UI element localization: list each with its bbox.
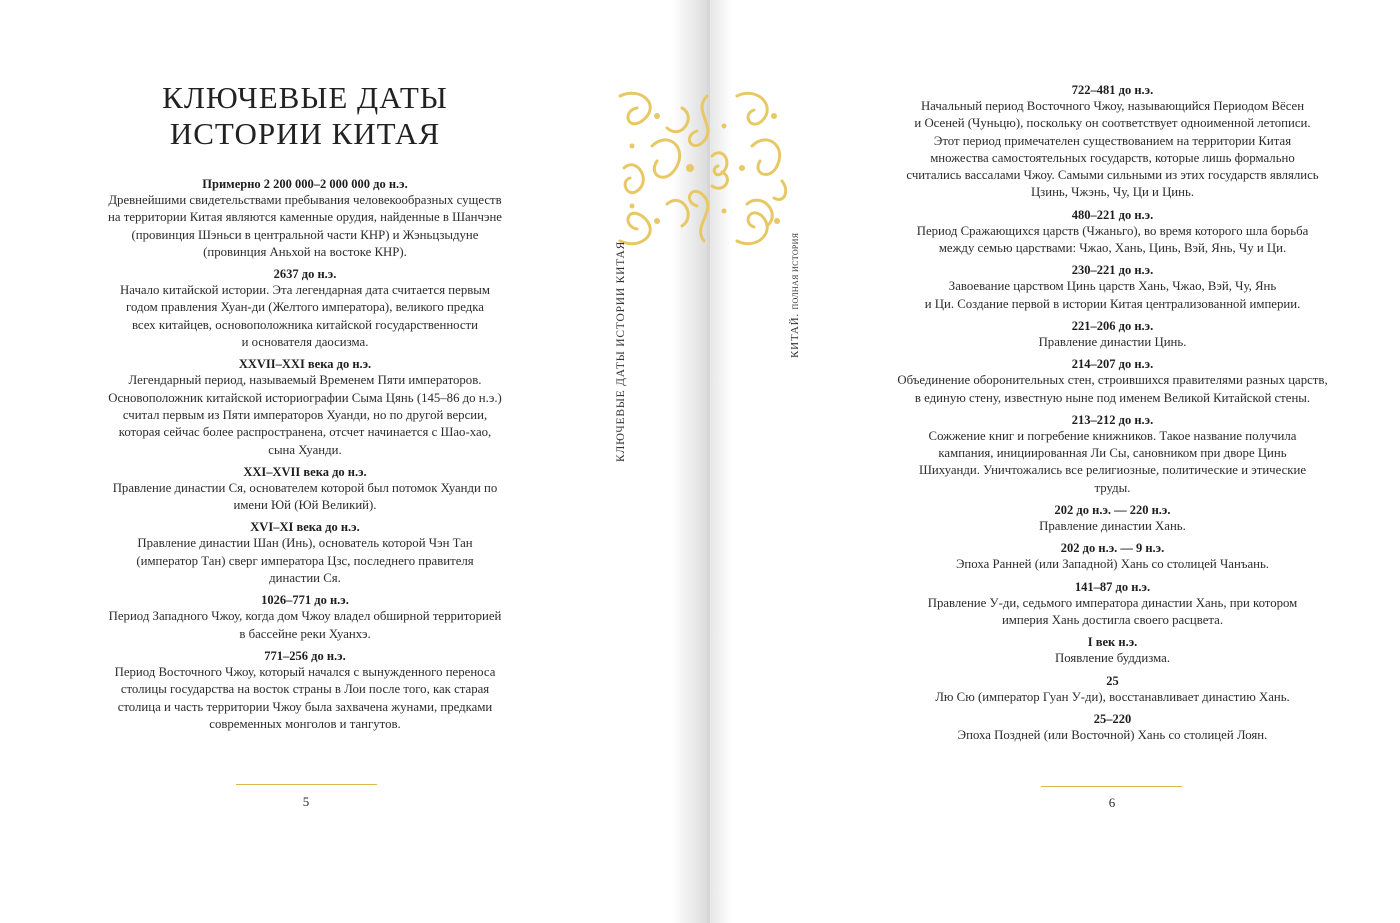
description-line: Легендарный период, называемый Временем Пяти императоров.: [128, 373, 482, 388]
entry-date: 1026–771 до н.э.: [261, 593, 349, 608]
timeline-entry: [860, 711, 1365, 744]
description-line: современных монголов и тангутов.: [209, 716, 401, 731]
timeline-entry: [60, 356, 550, 458]
entry-description: [60, 372, 550, 458]
description-line: (провинция Шэньси в центральной части КНР) и Жэньцзыдуне: [131, 227, 479, 242]
entry-date: 480–221 до н.э.: [1071, 207, 1154, 222]
timeline-entry: [860, 673, 1365, 706]
description-line: Период Западного Чжоу, когда дом Чжоу владел обширной территорией: [108, 609, 502, 624]
entry-date: 722–481 до н.э.: [1071, 83, 1154, 97]
page-title-line-1: КЛЮЧЕВЫЕ ДАТЫ: [162, 80, 448, 115]
entry-date: 771–256 до н.э.: [264, 648, 346, 663]
description-line: труды.: [1094, 480, 1131, 495]
description-line: Период Сражающихся царств (Чжаньго), во время которого шла борьба: [916, 223, 1309, 238]
description-line: Объединение оборонительных стен, строившихся правителями разных царств,: [897, 373, 1328, 388]
entry-description: [860, 727, 1365, 744]
description-line: годом правления Хуан-ди (Желтого императора), великого предка: [126, 300, 484, 315]
description-line: Правление династии Цинь.: [1038, 334, 1187, 349]
description-line: столица и часть территории Чжоу была захвачена жунами, предками: [117, 699, 493, 714]
entry-description: [860, 223, 1365, 258]
description-line: Завоевание царством Цинь царств Хань, Чжао, Вэй, Чу, Янь: [948, 279, 1277, 294]
description-line: всех китайцев, основоположника китайской государственности: [131, 317, 479, 332]
entry-description: [860, 98, 1365, 202]
description-line: столицы государства на восток страны в Лои после того, как старая: [120, 682, 490, 697]
description-line: Правление У-ди, седьмого императора династии Хань, при котором: [927, 595, 1298, 610]
description-line: имени Юй (Юй Великий).: [233, 498, 377, 513]
entry-date: 141–87 до н.э.: [1074, 579, 1151, 594]
timeline-entry: [860, 356, 1365, 407]
entry-date: 202 до н.э. — 220 н.э.: [1054, 503, 1171, 518]
description-line: Появление буддизма.: [1054, 651, 1171, 666]
description-line: и Осеней (Чуньцю), поскольку он соответствует одноименной летописи.: [914, 116, 1311, 131]
entry-description: [60, 282, 550, 351]
entry-date: 214–207 до н.э.: [1071, 357, 1154, 372]
entry-date: 221–206 до н.э.: [1071, 318, 1154, 333]
entry-description: [60, 535, 550, 587]
timeline-entry: [860, 502, 1365, 535]
left-timeline: [60, 176, 550, 738]
description-line: и основателя даосизма.: [241, 335, 369, 350]
page-number: 5: [302, 794, 310, 809]
description-line: в бассейне реки Хуанхэ.: [239, 626, 371, 641]
description-line: и Ци. Создание первой в истории Китая централизованной империи.: [924, 296, 1301, 311]
entry-description: [860, 372, 1365, 407]
page-number: 6: [1108, 795, 1116, 810]
entry-date: XXI–XVII века до н.э.: [243, 464, 367, 479]
page-title-line-2: ИСТОРИИ КИТАЯ: [169, 116, 441, 151]
entry-date: 213–212 до н.э.: [1071, 412, 1154, 427]
description-line: кампания, инициированная Ли Сы, сановником при дворе Цинь: [938, 446, 1287, 461]
right-timeline: [860, 82, 1365, 749]
description-line: на территории Китая являются каменные орудия, найденные в Шанчэне: [108, 210, 502, 225]
description-line: Основоположник китайской историографии Сыма Цянь (145–86 до н.э.): [108, 390, 502, 405]
description-line: Эпоха Поздней (или Восточной) Хань со столицей Лоян.: [957, 727, 1268, 742]
entry-date: I век н.э.: [1087, 635, 1138, 650]
timeline-entry: [860, 540, 1365, 573]
timeline-entry: [860, 207, 1365, 258]
description-line: Шихуанди. Уничтожались все религиозные, политические и этические: [918, 463, 1307, 478]
description-line: Правление династии Ся, основателем которой был потомок Хуанди по: [112, 480, 498, 495]
entry-description: [860, 595, 1365, 630]
entry-description: [860, 650, 1365, 667]
description-line: считал первым из Пяти императоров Хуанди, но по другой версии,: [122, 407, 488, 422]
entry-date: 230–221 до н.э.: [1071, 263, 1154, 278]
entry-description: [860, 334, 1365, 351]
entry-date: Примерно 2 200 000–2 000 000 до н.э.: [202, 177, 408, 191]
timeline-entry: [860, 412, 1365, 497]
entry-date: 25–220: [1093, 711, 1132, 726]
description-line: империя Хань достигла своего расцвета.: [1001, 612, 1224, 627]
description-line: Сожжение книг и погребение книжников. Такое название получила: [928, 428, 1297, 443]
page-title: [85, 80, 525, 152]
entry-description: [860, 518, 1365, 535]
timeline-entry: [60, 592, 550, 643]
timeline-entry: [60, 176, 550, 261]
timeline-entry: [60, 266, 550, 351]
entry-description: [860, 556, 1365, 573]
description-line: множества самостоятельных государств, которые лишь формально: [930, 150, 1295, 165]
timeline-entry: [860, 82, 1365, 202]
entry-description: [60, 608, 550, 643]
footer-rule: [1041, 786, 1182, 787]
timeline-entry: [860, 579, 1365, 630]
timeline-entry: [860, 634, 1365, 667]
description-line: сына Хуанди.: [268, 442, 342, 457]
description-line: которая сейчас более распространена, отсчет начинается с Шао-хао,: [118, 425, 492, 440]
running-head-left: КЛЮЧЕВЫЕ ДАТЫ ИСТОРИИ КИТАЯ: [615, 240, 627, 462]
description-line: Этот период примечателен существованием на территории Китая: [933, 133, 1292, 148]
timeline-entry: [60, 464, 550, 515]
entry-date: 202 до н.э. — 9 н.э.: [1060, 541, 1165, 556]
description-line: в единую стену, известную ныне под именем Великой Китайской стены.: [914, 390, 1311, 405]
description-line: Эпоха Ранней (или Западной) Хань со столицей Чанъань.: [955, 557, 1270, 572]
entry-date: XVI–XI века до н.э.: [250, 520, 360, 535]
description-line: Древнейшими свидетельствами пребывания человекообразных существ: [108, 193, 502, 207]
entry-date: 2637 до н.э.: [273, 267, 337, 282]
description-line: (провинция Аньхой на востоке КНР).: [203, 244, 407, 259]
description-line: Начало китайской истории. Эта легендарная дата считается первым: [120, 283, 490, 298]
timeline-entry: [60, 648, 550, 733]
footer-rule: [236, 784, 377, 785]
timeline-entry: [60, 519, 550, 587]
description-line: между семью царствами: Чжао, Хань, Цинь, Вэй, Янь, Чу и Ци.: [938, 241, 1287, 256]
running-head-book-title: КИТАЙ.: [789, 313, 801, 358]
description-line: (император Тан) сверг императора Цзс, последнего правителя: [136, 553, 474, 568]
entry-description: [60, 192, 550, 261]
description-line: Цзинь, Чжэнь, Чу, Ци и Цинь.: [1030, 185, 1195, 200]
description-line: Правление династии Хань.: [1039, 519, 1186, 534]
running-head-subtitle: ПОЛНАЯ ИСТОРИЯ: [791, 232, 800, 310]
entry-date: 25: [1106, 673, 1119, 688]
timeline-entry: [860, 262, 1365, 313]
description-line: Правление династии Шан (Инь), основатель которой Чэн Тан: [137, 536, 473, 551]
timeline-entry: [860, 318, 1365, 351]
description-line: считались вассалами Чжоу. Самыми сильными из этих государств являлись: [906, 168, 1319, 183]
entry-description: [60, 664, 550, 733]
description-line: Начальный период Восточного Чжоу, называющийся Периодом Вёсен: [920, 99, 1305, 113]
entry-description: [60, 480, 550, 515]
entry-description: [860, 428, 1365, 497]
entry-description: [860, 689, 1365, 706]
description-line: Период Восточного Чжоу, который начался с вынужденного переноса: [114, 664, 496, 679]
entry-description: [860, 278, 1365, 313]
description-line: династии Ся.: [269, 571, 341, 586]
description-line: Лю Сю (император Гуан У-ди), восстанавливает династию Хань.: [935, 689, 1290, 704]
entry-date: XXVII–XXI века до н.э.: [238, 357, 372, 372]
